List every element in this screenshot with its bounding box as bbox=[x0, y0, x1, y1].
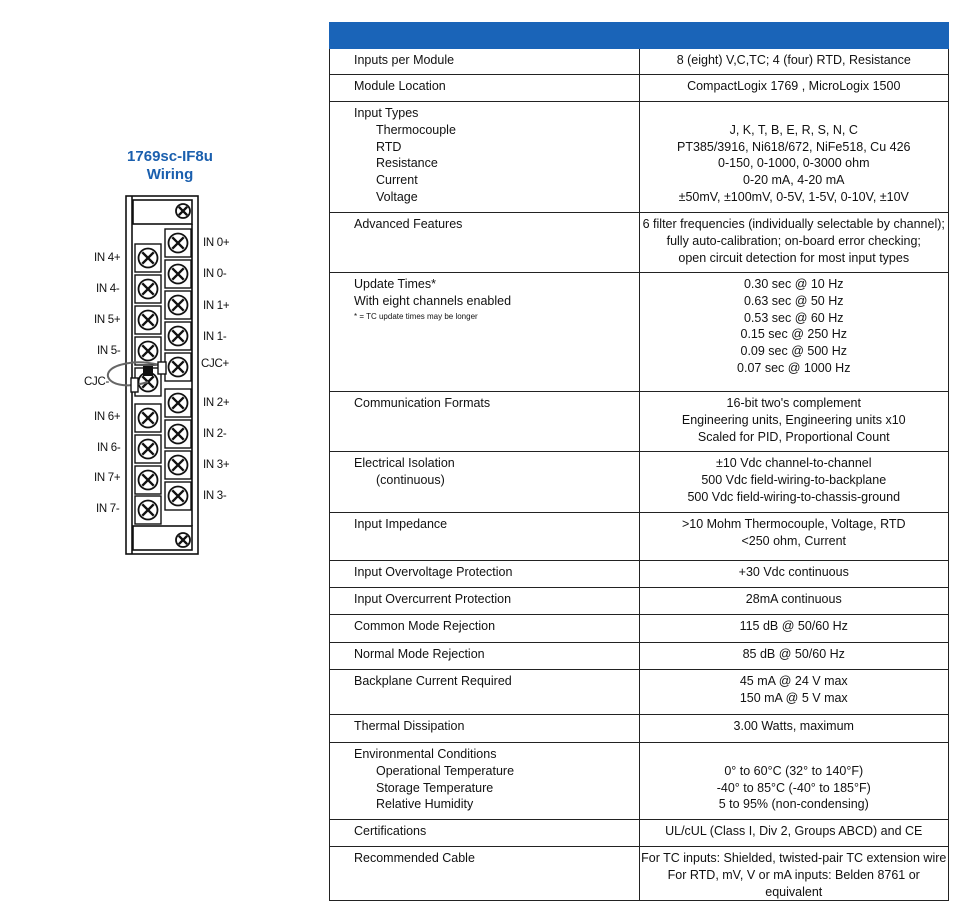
spec-name: Advanced Features bbox=[330, 213, 640, 273]
spec-value: J, K, T, B, E, R, S, N, C PT385/3916, Ni618/672, NiFe518, Cu 426 0-150, 0-1000, 0-3000 ohm 0-20 mA, 4-20 mA ±50mV, ±100mV, 0-5V, 1-5V, 0-10V, ±10V bbox=[639, 102, 949, 213]
spec-value: 0° to 60°C (32° to 140°F) -40° to 85°C (-40° to 185°F) 5 to 95% (non-condensing) bbox=[639, 743, 949, 820]
pin-label: IN 3+ bbox=[203, 459, 230, 471]
spec-row bbox=[330, 75, 949, 102]
spec-value: 115 dB @ 50/60 Hz bbox=[639, 615, 949, 643]
spec-value: ±10 Vdc channel-to-channel 500 Vdc field-wiring-to-backplane 500 Vdc field-wiring-to-chassis-ground bbox=[639, 452, 949, 513]
spec-name: Input Impedance bbox=[330, 513, 640, 561]
wiring-subtitle: Wiring bbox=[146, 166, 194, 183]
pin-label: IN 7- bbox=[96, 503, 120, 515]
spec-value: 28mA continuous bbox=[639, 588, 949, 615]
spec-name: Communication Formats bbox=[330, 392, 640, 452]
spec-name: Normal Mode Rejection bbox=[330, 643, 640, 670]
spec-table-header bbox=[330, 23, 949, 49]
spec-name: Recommended Cable bbox=[330, 847, 640, 901]
spec-name: Input Overvoltage Protection bbox=[330, 561, 640, 588]
spec-row bbox=[330, 513, 949, 561]
pin-label: IN 6- bbox=[97, 442, 121, 454]
spec-table bbox=[329, 22, 949, 901]
spec-value: 45 mA @ 24 V max 150 mA @ 5 V max bbox=[639, 670, 949, 715]
spec-value: >10 Mohm Thermocouple, Voltage, RTD <250 ohm, Current bbox=[639, 513, 949, 561]
spec-value: 0.30 sec @ 10 Hz 0.63 sec @ 50 Hz 0.53 sec @ 60 Hz 0.15 sec @ 250 Hz 0.09 sec @ 500 Hz 0.07 sec @ 1000 Hz bbox=[639, 273, 949, 392]
pin-label: IN 4- bbox=[96, 283, 120, 295]
spec-name: Backplane Current Required bbox=[330, 670, 640, 715]
spec-value: 85 dB @ 50/60 Hz bbox=[639, 643, 949, 670]
spec-value: 6 filter frequencies (individually selectable by channel); fully auto-calibration; on-board error checking; open circuit detection for most input types bbox=[639, 213, 949, 273]
pin-label: IN 2- bbox=[203, 428, 227, 440]
spec-value: For TC inputs: Shielded, twisted-pair TC extension wire For RTD, mV, V or mA inputs: Belden 8761 or equivalent bbox=[639, 847, 949, 901]
spec-row bbox=[330, 743, 949, 820]
spec-row bbox=[330, 715, 949, 743]
spec-name: Common Mode Rejection bbox=[330, 615, 640, 643]
pin-label: IN 1- bbox=[203, 331, 227, 343]
spec-name: Electrical Isolation (continuous) bbox=[330, 452, 640, 513]
spec-row bbox=[330, 213, 949, 273]
spec-name: Module Location bbox=[330, 75, 640, 102]
pin-label: IN 1+ bbox=[203, 300, 230, 312]
spec-row bbox=[330, 847, 949, 901]
pin-label: CJC- bbox=[84, 376, 109, 388]
pin-label: IN 7+ bbox=[94, 472, 121, 484]
spec-value: 8 (eight) V,C,TC; 4 (four) RTD, Resistance bbox=[639, 49, 949, 75]
spec-row bbox=[330, 820, 949, 847]
spec-name: Environmental Conditions Operational Temperature Storage Temperature Relative Humidity bbox=[330, 743, 640, 820]
spec-name: Certifications bbox=[330, 820, 640, 847]
pin-label: IN 0- bbox=[203, 268, 227, 280]
spec-row bbox=[330, 643, 949, 670]
spec-row bbox=[330, 561, 949, 588]
spec-row bbox=[330, 392, 949, 452]
spec-row bbox=[330, 588, 949, 615]
spec-name: Input Overcurrent Protection bbox=[330, 588, 640, 615]
pin-label: IN 3- bbox=[203, 490, 227, 502]
pin-label: IN 2+ bbox=[203, 397, 230, 409]
terminal-block-diagram bbox=[0, 0, 320, 892]
spec-value: +30 Vdc continuous bbox=[639, 561, 949, 588]
pin-label: IN 0+ bbox=[203, 237, 230, 249]
spec-name: Update Times* With eight channels enabled * = TC update times may be longer bbox=[330, 273, 640, 392]
spec-value: CompactLogix 1769 , MicroLogix 1500 bbox=[639, 75, 949, 102]
spec-row bbox=[330, 452, 949, 513]
spec-row bbox=[330, 273, 949, 392]
pin-label: IN 5+ bbox=[94, 314, 121, 326]
spec-value: 16-bit two's complement Engineering units, Engineering units x10 Scaled for PID, Proportional Count bbox=[639, 392, 949, 452]
spec-name: Thermal Dissipation bbox=[330, 715, 640, 743]
pin-label: IN 6+ bbox=[94, 411, 121, 423]
pin-label: IN 5- bbox=[97, 345, 121, 357]
spec-row bbox=[330, 615, 949, 643]
spec-row bbox=[330, 102, 949, 213]
spec-value: 3.00 Watts, maximum bbox=[639, 715, 949, 743]
wiring-title: 1769sc-IF8u bbox=[127, 148, 213, 165]
spec-name: Input Types Thermocouple RTD Resistance Current Voltage bbox=[330, 102, 640, 213]
spec-value: UL/cUL (Class I, Div 2, Groups ABCD) and CE bbox=[639, 820, 949, 847]
spec-row bbox=[330, 670, 949, 715]
pin-label: IN 4+ bbox=[94, 252, 121, 264]
spec-row bbox=[330, 49, 949, 75]
pin-label: CJC+ bbox=[201, 358, 229, 370]
spec-name: Inputs per Module bbox=[330, 49, 640, 75]
